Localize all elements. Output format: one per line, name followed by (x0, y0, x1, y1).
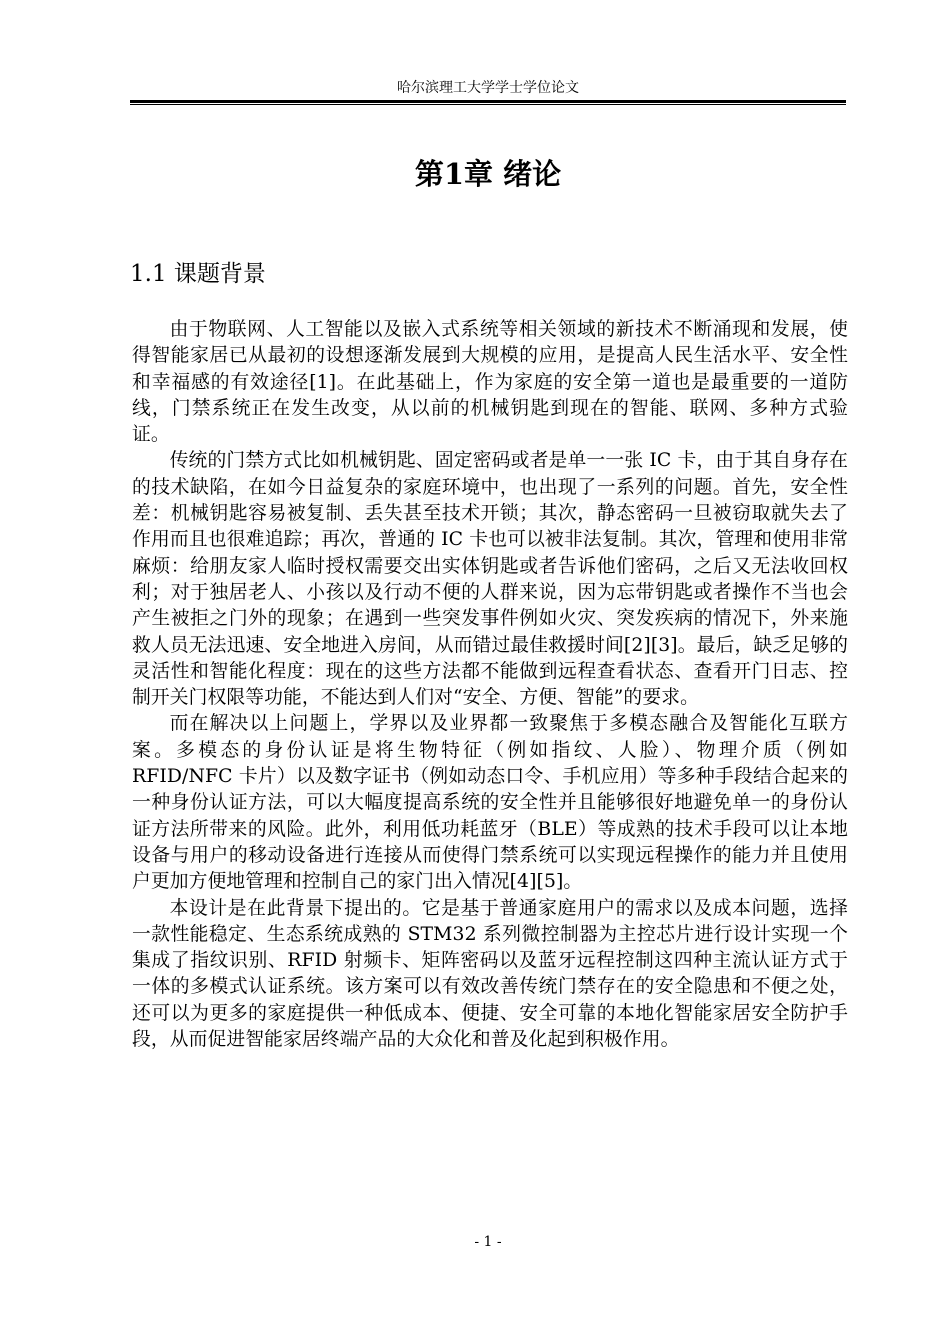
paragraph-2: 传统的门禁方式比如机械钥匙、固定密码或者是单一一张 IC 卡，由于其自身存在的技术缺陷，在如今日益复杂的家庭环境中，也出现了一系列的问题。首先，安全性差：机械钥匙容易被复制、丢失甚至技术开锁；其次，静态密码一旦被窃取就失去了作用而且也很难追踪；再次，普通的 IC 卡也可以被非法复制。其次，管理和使用非常麻烦：给朋友家人临时授权需要交出实体钥匙或者告诉他们密码，之后又无法收回权利；对于独居老人、小孩以及行动不便的人群来说，因为忘带钥匙或者操作不当也会产生被拒之门外的现象；在遇到一些突发事件例如火灾、突发疾病的情况下，外来施救人员无法迅速、安全地进入房间，从而错过最佳救援时间[2][3]。最后，缺乏足够的灵活性和智能化程度：现在的这些方法都不能做到远程查看状态、查看开门日志、控制开关门权限等功能，不能达到人们对“安全、方便、智能”的要求。 (132, 450, 848, 709)
paragraph-3: 而在解决以上问题上，学界以及业界都一致聚焦于多模态融合及智能化互联方案。多模态的身份认证是将生物特征（例如指纹、人脸）、物理介质（例如 RFID/NFC 卡片）以及数字证书（例如动态口令、手机应用）等多种手段结合起来的一种身份认证方法，可以大幅度提高系统的安全性并且能够很好地避免单一的身份认证方法所带来的风险。此外，利用低功耗蓝牙（BLE）等成熟的技术手段可以让本地设备与用户的移动设备进行连接从而使得门禁系统可以实现远程操作的能力并且使用户更加方便地管理和控制自己的家门出入情况[4][5]。 (132, 713, 848, 893)
header-rule-thin (130, 104, 846, 105)
section-heading: 1.1 课题背景 (130, 261, 266, 287)
running-header: 哈尔滨理工大学学士学位论文 (397, 80, 579, 96)
paragraph-1: 由于物联网、人工智能以及嵌入式系统等相关领域的新技术不断涌现和发展，使得智能家居已从最初的设想逐渐发展到大规模的应用，是提高人民生活水平、安全性和幸福感的有效途径[1]。在此基础上，作为家庭的安全第一道也是最重要的一道防线，门禁系统正在发生改变，从以前的机械钥匙到现在的智能、联网、多种方式验证。 (132, 319, 848, 446)
body-text (132, 317, 848, 1053)
page-number: - 1 - (474, 1234, 502, 1250)
paragraph-4: 本设计是在此背景下提出的。它是基于普通家庭用户的需求以及成本问题，选择一款性能稳定、生态系统成熟的 STM32 系列微控制器为主控芯片进行设计实现一个集成了指纹识别、RFID 射频卡、矩阵密码以及蓝牙远程控制这四种主流认证方式于一体的多模式认证系统。该方案可以有效改善传统门禁存在的安全隐患和不便之处，还可以为更多的家庭提供一种低成本、便捷、安全可靠的本地化智能家居安全防护手段，从而促进智能家居终端产品的大众化和普及化起到积极作用。 (132, 897, 848, 1051)
chapter-title: 第1章 绪论 (414, 157, 562, 191)
header-rule-thick (130, 100, 846, 103)
